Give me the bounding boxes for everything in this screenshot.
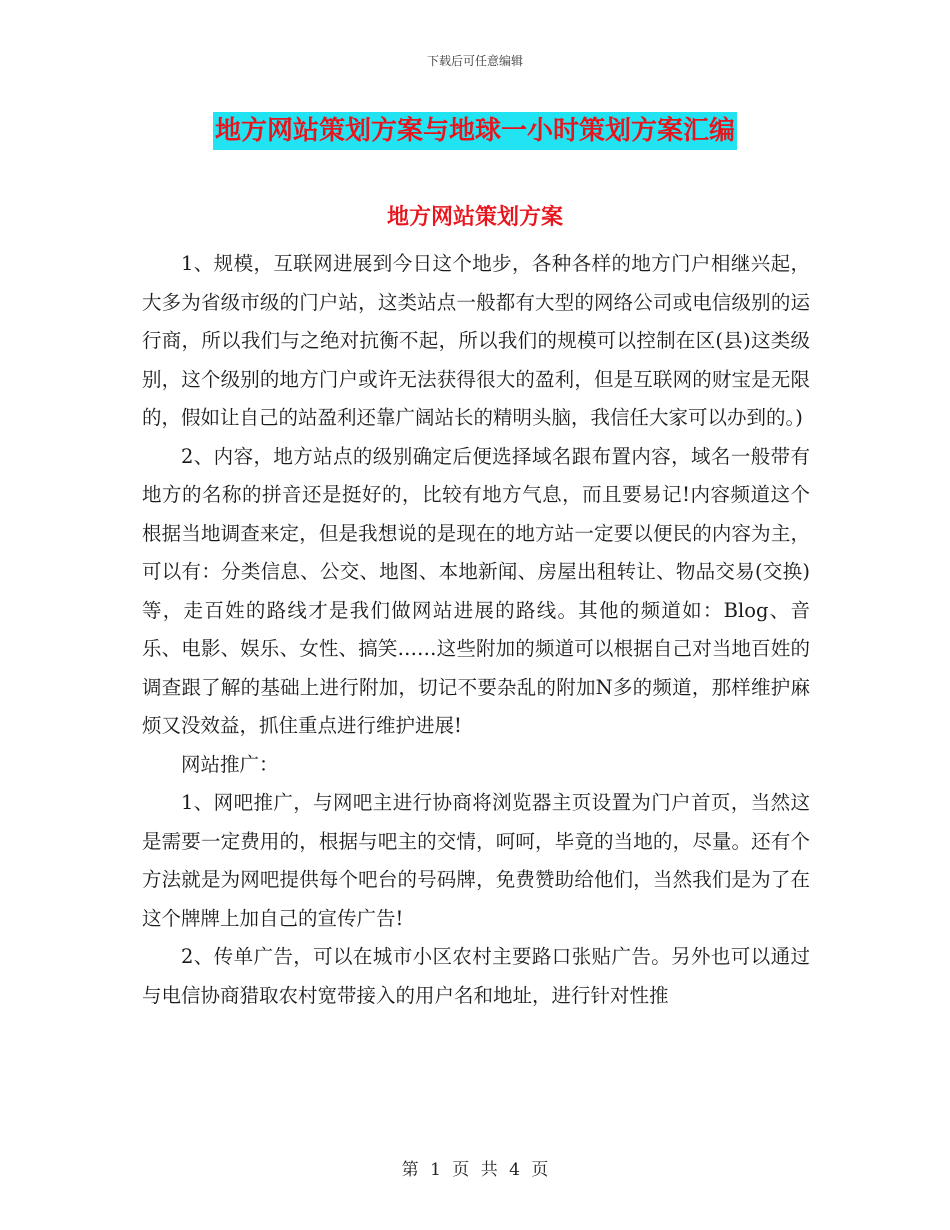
document-body [142,245,810,1015]
paragraph-scale: 1、规模，互联网进展到今日这个地步，各种各样的地方门户相继兴起，大多为省级市级的门户站，这类站点一般都有大型的网络公司或电信级别的运行商，所以我们与之绝对抗衡不起，所以我们的规模可以控制在区(县)这类级别，这个级别的地方门户或许无法获得很大的盈利，但是互联网的财宝是无限的，假如让自己的站盈利还靠广阔站长的精明头脑，我信任大家可以办到的。) [142,252,810,429]
page-footer: 第 1 页 共 4 页 [401,1160,549,1180]
paragraph-promotion-heading: 网站推广： [181,752,279,776]
paragraph-content: 2、内容，地方站点的级别确定后便选择域名跟布置内容，域名一般带有地方的名称的拼音还是挺好的，比较有地方气息，而且要易记!内容频道这个根据当地调查来定，但是我想说的是现在的地方站一定要以便民的内容为主，可以有：分类信息、公交、地图、本地新闻、房屋出租转让、物品交易(交换)等，走百姓的路线才是我们做网站进展的路线。其他的频道如：Blog、音乐、电影、娱乐、女性、搞笑……这些附加的频道可以根据自己对当地百姓的调查跟了解的基础上进行附加，切记不要杂乱的附加N多的频道，那样维护麻烦又没效益，抓住重点进行维护进展! [142,444,810,737]
document-title: 地方网站策划方案与地球一小时策划方案汇编 [213,112,737,150]
paragraph-netcafe-promotion: 1、网吧推广，与网吧主进行协商将浏览器主页设置为门户首页，当然这是需要一定费用的，根据与吧主的交情，呵呵，毕竟的当地的，尽量。还有个方法就是为网吧提供每个吧台的号码牌，免费赞助给他们，当然我们是为了在这个牌牌上加自己的宣传广告! [142,791,810,930]
section-title: 地方网站策划方案 [386,204,563,230]
document-title-container [0,112,950,150]
header-note: 下载后可任意编辑 [426,54,523,68]
paragraph-flyer-ads: 2、传单广告，可以在城市小区农村主要路口张贴广告。另外也可以通过与电信协商猎取农村宽带接入的用户名和地址，进行针对性推 [142,945,810,1007]
